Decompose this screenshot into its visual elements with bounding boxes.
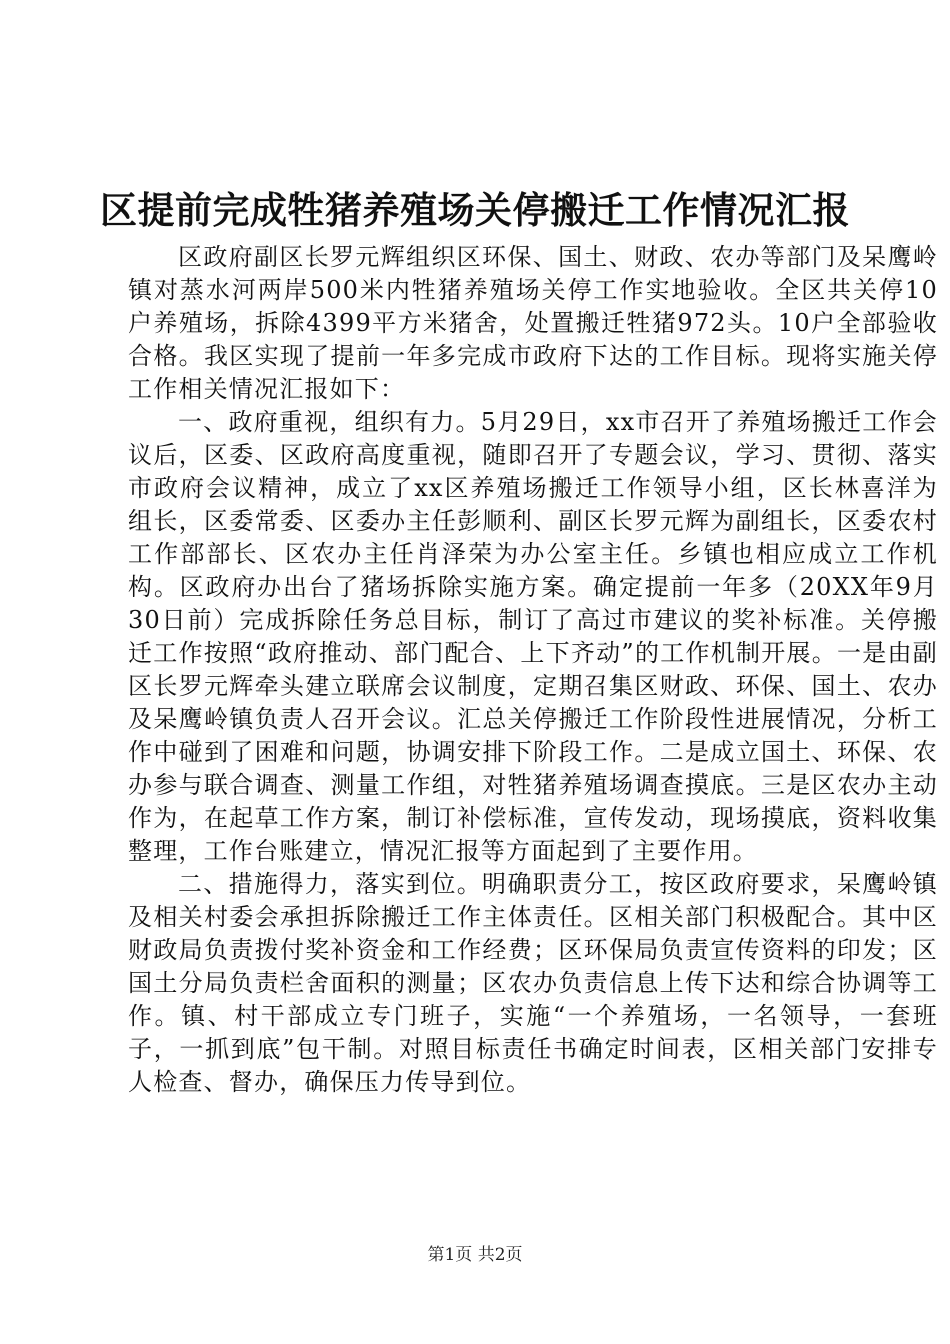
paragraph-intro: 区政府副区长罗元辉组织区环保、国土、财政、农办等部门及呆鹰岭镇对蒸水河两岸500米内牲猪养殖场关停工作实地验收。全区共关停10户养殖场，拆除4399平方米猪舍，处置搬迁牲猪972头。10户全部验收合格。我区实现了提前一年多完成市政府下达的工作目标。现将实施关停工作相关情况汇报如下： <box>128 243 938 403</box>
page-number-footer: 第1页 共2页 <box>427 1245 523 1265</box>
document-body <box>128 241 938 1099</box>
paragraph-section-two: 二、措施得力，落实到位。明确职责分工，按区政府要求，呆鹰岭镇及相关村委会承担拆除搬迁工作主体责任。区相关部门积极配合。其中区财政局负责拨付奖补资金和工作经费；区环保局负责宣传资料的印发；区国土分局负责栏舍面积的测量；区农办负责信息上传下达和综合协调等工作。镇、村干部成立专门班子，实施“一个养殖场，一名领导，一套班子，一抓到底”包干制。对照目标责任书确定时间表，区相关部门安排专人检查、督办，确保压力传导到位。 <box>128 870 938 1096</box>
document-title: 区提前完成牲猪养殖场关停搬迁工作情况汇报 <box>100 188 850 232</box>
paragraph-section-one: 一、政府重视，组织有力。5月29日，xx市召开了养殖场搬迁工作会议后，区委、区政府高度重视，随即召开了专题会议，学习、贯彻、落实市政府会议精神，成立了xx区养殖场搬迁工作领导小组，区长林喜洋为组长，区委常委、区委办主任彭顺利、副区长罗元辉为副组长，区委农村工作部部长、区农办主任肖泽荣为办公室主任。乡镇也相应成立工作机构。区政府办出台了猪场拆除实施方案。确定提前一年多（20XX年9月30日前）完成拆除任务总目标，制订了高过市建议的奖补标准。关停搬迁工作按照“政府推动、部门配合、上下齐动”的工作机制开展。一是由副区长罗元辉牵头建立联席会议制度，定期召集区财政、环保、国土、农办及呆鹰岭镇负责人召开会议。汇总关停搬迁工作阶段性进展情况，分析工作中碰到了困难和问题，协调安排下阶段工作。二是成立国土、环保、农办参与联合调查、测量工作组，对牲猪养殖场调查摸底。三是区农办主动作为，在起草工作方案，制订补偿标准，宣传发动，现场摸底，资料收集整理，工作台账建立，情况汇报等方面起到了主要作用。 <box>128 408 938 865</box>
